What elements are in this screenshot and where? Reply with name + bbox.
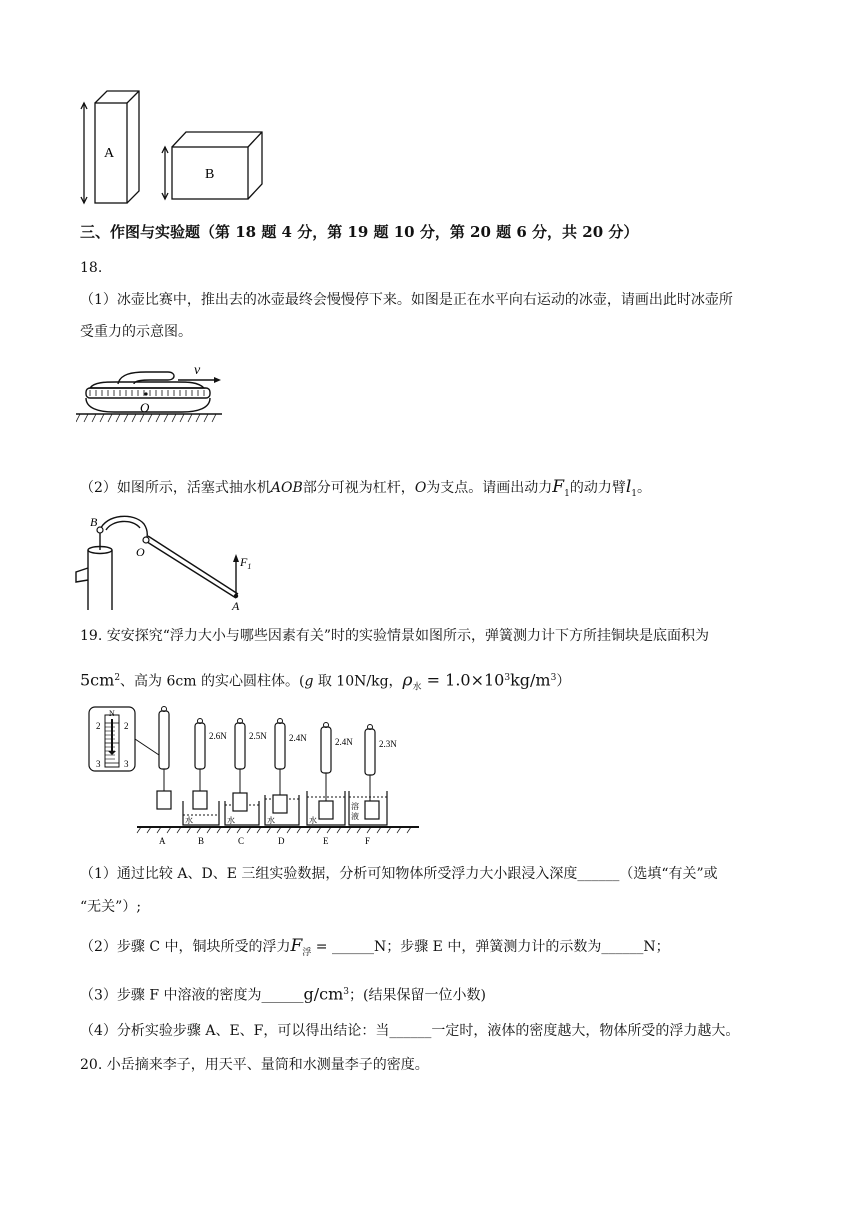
step-a — [157, 707, 171, 810]
reading-c: 2.5N — [249, 731, 267, 741]
section-title: 三、作图与实验题（第 18 题 4 分，第 19 题 10 分，第 20 题 6 分，共 20 分） — [80, 223, 639, 241]
q18-part2-line: （2）如图所示，活塞式抽水机AOB部分可视为杠杆，O为支点。请画出动力$F_1$的动力臂$l_1$。 — [80, 477, 651, 499]
q19-part1-line2: “无关”）; — [80, 899, 142, 915]
q19-line1: 19. 安安探究“浮力大小与哪些因素有关”时的实验情景如图所示，弹簧测力计下方所挂铜块是底面积为 — [80, 628, 710, 644]
pump-a-label: A — [232, 599, 240, 613]
step-label-c: C — [238, 836, 245, 846]
buoyancy-experiment-figure — [85, 705, 425, 847]
reading-f: 2.3N — [379, 739, 397, 749]
q20-line1: 20. 小岳摘来李子，用天平、量筒和水测量李子的密度。 — [80, 1057, 429, 1073]
q19-part1-line1: （1）通过比较 A、D、E 三组实验数据，分析可知物体所受浮力大小跟浸入深度______（选填“有关”或 — [80, 866, 718, 882]
curling-figure — [76, 360, 226, 430]
water-label-b: 水 — [185, 816, 193, 825]
water-label-c: 水 — [227, 816, 235, 825]
block-a-label: A — [104, 146, 115, 161]
pump-o-label: O — [136, 545, 145, 559]
q18-number: 18. — [80, 260, 103, 276]
inset-3-left: 3 — [96, 759, 101, 769]
block-b-label: B — [205, 167, 215, 182]
inset-n-label: N — [109, 709, 115, 718]
block-b — [162, 132, 262, 199]
q19-part3: （3）步骤 F 中溶液的密度为$\_\_\_\_\_\_g/cm^3$；(结果保留一位小数) — [80, 984, 486, 1004]
inset-2-right: 2 — [124, 721, 129, 731]
water-label-d: 水 — [267, 816, 275, 825]
reading-e: 2.4N — [335, 737, 353, 747]
step-label-b: B — [198, 836, 205, 846]
step-label-a: A — [159, 836, 166, 846]
q19-line2: $5cm^2$、高为 6cm 的实心圆柱体。(g 取 10N/kg，$\rho_水 = 1.0\times 10^3kg/m^3$） — [80, 670, 571, 693]
reading-d: 2.4N — [289, 733, 307, 743]
q18-part1-line2: 受重力的示意图。 — [80, 324, 192, 340]
step-label-f: F — [365, 836, 371, 846]
solution-label-1: 溶 — [351, 802, 359, 811]
water-label-e: 水 — [309, 816, 317, 825]
pump-figure — [72, 510, 262, 614]
step-label-e: E — [323, 836, 329, 846]
pump-b-label: B — [90, 515, 98, 529]
q18-part1-line1: （1）冰壶比赛中，推出去的冰壶最终会慢慢停下来。如图是正在水平向右运动的冰壶，请画出此时冰壶所 — [80, 292, 733, 308]
inset-2-left: 2 — [96, 721, 101, 731]
pump-f1-label: $F_1$ — [240, 555, 252, 571]
inset-3-right: 3 — [124, 759, 129, 769]
q19-part2: （2）步骤 C 中，铜块所受的浮力$F_浮$ = ______N；步骤 E 中，弹簧测力计的示数为______N； — [80, 936, 670, 958]
inset-scale — [89, 707, 159, 771]
q19-part4: （4）分析实验步骤 A、E、F，可以得出结论：当______一定时，液体的密度越大，物体所受的浮力越大。 — [80, 1023, 740, 1039]
velocity-label: v — [194, 363, 201, 378]
center-label: O — [140, 400, 150, 415]
solution-label-2: 液 — [351, 812, 359, 821]
blocks-figure — [75, 85, 275, 210]
step-label-d: D — [278, 836, 285, 846]
reading-b: 2.6N — [209, 731, 227, 741]
